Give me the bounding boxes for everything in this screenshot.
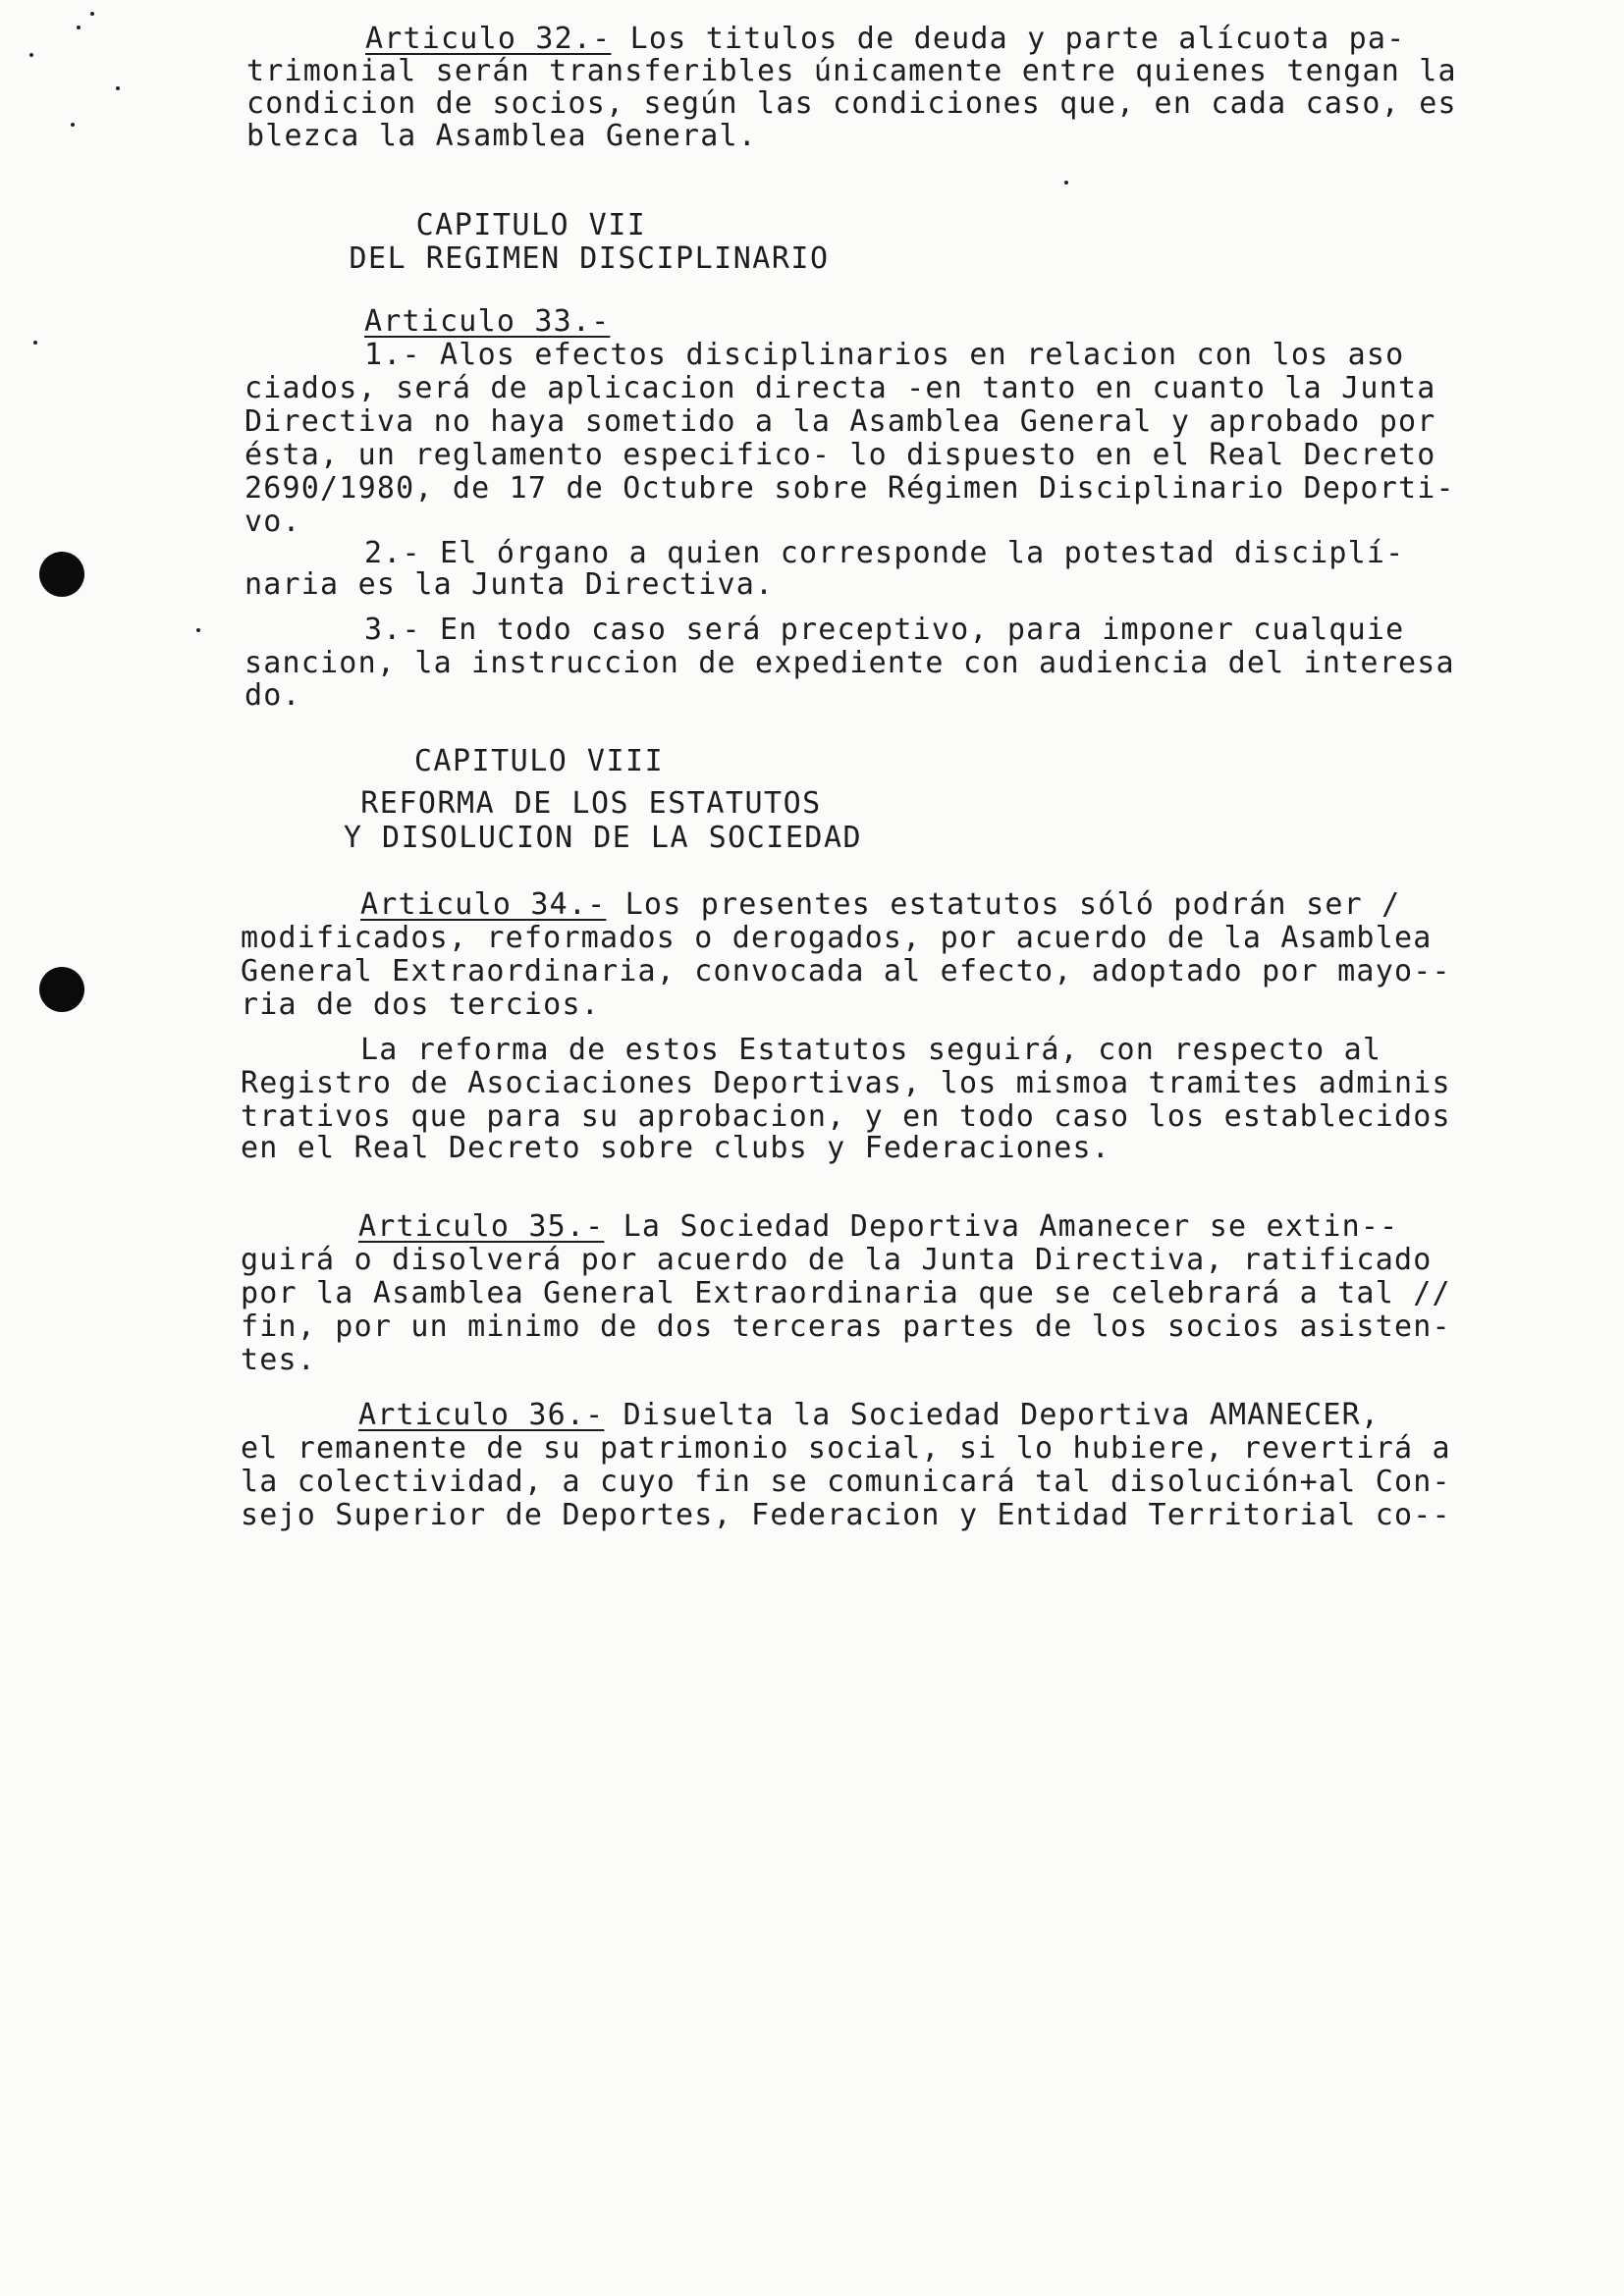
dust-speck xyxy=(29,53,33,57)
art35-line-3: por la Asamblea General Extraordinaria que se celebrará a tal // xyxy=(241,1276,1451,1310)
chapter-7-title: CAPITULO VII xyxy=(415,208,647,242)
art36-line-2: el remanente de su patrimonio social, si lo hubiere, revertirá a xyxy=(241,1431,1451,1466)
art34-p2-line-4: en el Real Decreto sobre clubs y Federaciones. xyxy=(241,1131,1111,1165)
dust-speck xyxy=(77,26,81,29)
dust-speck xyxy=(90,12,94,16)
art34-line-4: ria de dos tercios. xyxy=(241,988,600,1022)
dust-speck xyxy=(71,123,75,127)
art34-line-3: General Extraordinaria, convocada al efecto, adoptado por mayo-- xyxy=(241,954,1451,988)
chapter-8-title: CAPITULO VIII xyxy=(413,744,665,778)
art32-line-4: blezca la Asamblea General. xyxy=(246,119,758,153)
art33-p1-line-6: vo. xyxy=(244,505,301,539)
art33-p2-line-2: naria es la Junta Directiva. xyxy=(244,567,775,602)
art33-p3-line-1: 3.- En todo caso será preceptivo, para imponer cualquie xyxy=(364,613,1405,647)
punch-hole-bottom xyxy=(39,967,84,1012)
art32-line-3: condicion de socios, según las condiciones que, en cada caso, es xyxy=(246,86,1457,121)
dust-speck xyxy=(1064,181,1068,185)
art35-line-5: tes. xyxy=(241,1343,317,1377)
punch-hole-top xyxy=(39,552,84,597)
article-34-label: Articulo 34.- xyxy=(360,887,607,922)
dust-speck xyxy=(116,86,120,90)
art33-p1-line-1: 1.- Alos efectos disciplinarios en relacion con los aso xyxy=(364,338,1405,372)
chapter-8-subtitle-2: Y DISOLUCION DE LA SOCIEDAD xyxy=(343,821,863,855)
art33-p3-line-3: do. xyxy=(244,678,301,713)
art33-p1-line-3: Directiva no haya sometido a la Asamblea General y aprobado por xyxy=(244,404,1436,439)
art36-line-1: Articulo 36.- Disuelta la Sociedad Deportiva AMANECER, xyxy=(358,1398,1380,1432)
dust-speck xyxy=(33,341,37,345)
article-35-label: Articulo 35.- xyxy=(358,1209,605,1244)
art33-p1-line-2: ciados, será de aplicacion directa -en tanto en cuanto la Junta xyxy=(244,371,1436,405)
art36-line-3: la colectividad, a cuyo fin se comunicará tal disolución+al Con- xyxy=(241,1465,1451,1499)
art34-line-2: modificados, reformados o derogados, por acuerdo de la Asamblea xyxy=(241,921,1433,955)
dust-speck xyxy=(196,628,200,632)
art35-line-2: guirá o disolverá por acuerdo de la Junta Directiva, ratificado xyxy=(241,1243,1433,1277)
chapter-7-subtitle: DEL REGIMEN DISCIPLINARIO xyxy=(349,241,830,276)
art35-line-4: fin, por un minimo de dos terceras partes de los socios asisten- xyxy=(241,1309,1451,1344)
article-33-label: Articulo 33.- xyxy=(364,304,611,339)
art33-p1-line-4: ésta, un reglamento especifico- lo dispuesto en el Real Decreto xyxy=(244,438,1436,472)
art36-line-4: sejo Superior de Deportes, Federacion y Entidad Territorial co-- xyxy=(241,1498,1451,1532)
art33-p3-line-2: sancion, la instruccion de expediente con audiencia del interesa xyxy=(244,646,1455,680)
art34-p2-line-3: trativos que para su aprobacion, y en todo caso los establecidos xyxy=(241,1099,1451,1134)
chapter-8-subtitle-1: REFORMA DE LOS ESTATUTOS xyxy=(360,786,822,821)
art35-line-1: Articulo 35.- La Sociedad Deportiva Amanecer se extin-- xyxy=(358,1209,1399,1244)
art33-p2-line-1: 2.- El órgano a quien corresponde la potestad disciplí- xyxy=(364,536,1405,570)
art33-p1-line-5: 2690/1980, de 17 de Octubre sobre Régimen Disciplinario Deporti- xyxy=(244,471,1455,506)
article-36-label: Articulo 36.- xyxy=(358,1398,605,1432)
article-32-label: Articulo 32.- xyxy=(365,22,612,56)
art32-line-2: trimonial serán transferibles únicamente entre quienes tengan la xyxy=(246,54,1457,88)
art34-p2-line-1: La reforma de estos Estatutos seguirá, con respecto al xyxy=(360,1033,1382,1067)
art34-line-1: Articulo 34.- Los presentes estatutos sóló podrán ser / xyxy=(360,887,1401,922)
art34-p2-line-2: Registro de Asociaciones Deportivas, los mismoa tramites adminis xyxy=(241,1066,1451,1100)
art32-line-1: Articulo 32.- Los titulos de deuda y parte alícuota pa- xyxy=(365,22,1406,56)
